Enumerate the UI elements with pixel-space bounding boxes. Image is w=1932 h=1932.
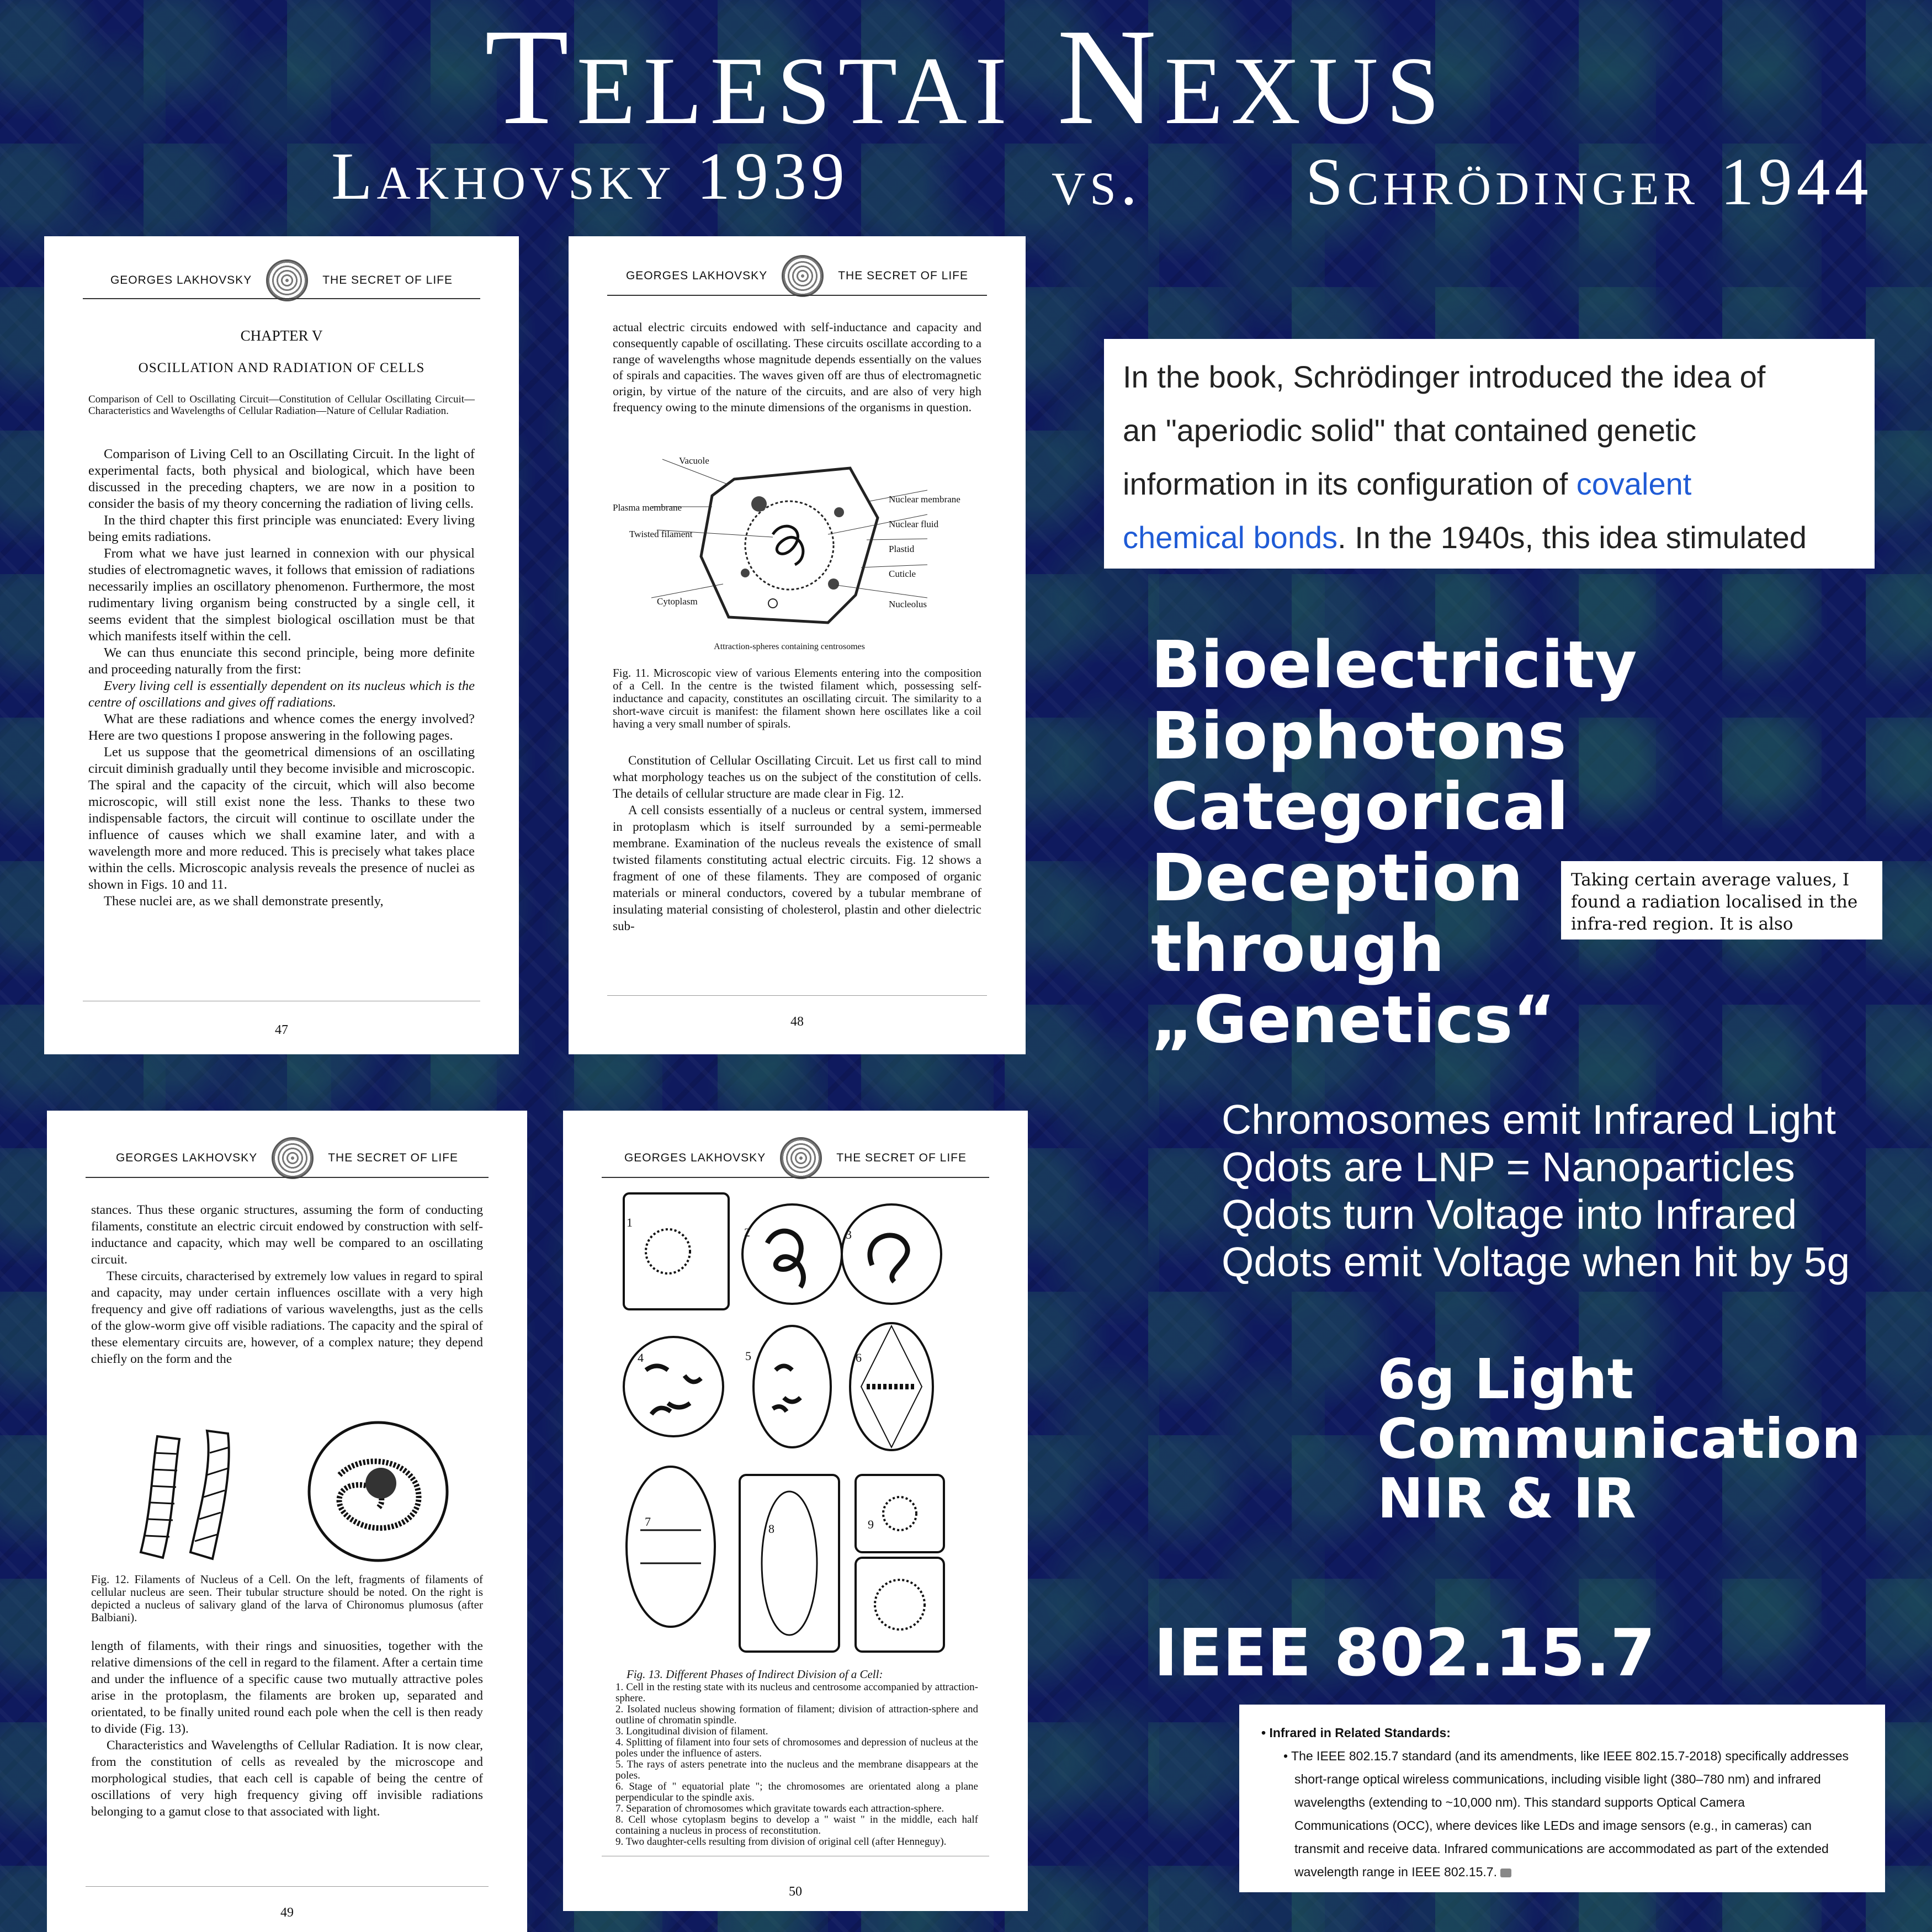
page-title: Telestai Nexus bbox=[484, 1, 1448, 153]
filaments-figure bbox=[130, 1420, 461, 1574]
chapter-number: CHAPTER V bbox=[240, 327, 323, 344]
header-rule bbox=[602, 1177, 989, 1178]
ieee-bullet-title: • Infrared in Related Standards: bbox=[1261, 1726, 1451, 1740]
fig-label: Nucleolus bbox=[889, 599, 927, 609]
page-body bbox=[613, 752, 981, 935]
page-body-top bbox=[91, 1202, 483, 1367]
page-header bbox=[569, 254, 1026, 298]
cell-number: 2 bbox=[744, 1225, 750, 1239]
caption-item: 1. Cell in the resting state with its nucleus and centrosome accompanied by attraction-sphere. bbox=[615, 1681, 978, 1704]
paragraph: From what we have just learned in connexion with our physical studies of electromagnetic waves, it follows that emission of radiations necessarily implies an oscillatory phenomenon. Furthermore, the most rudimentary living organism being constructed by a single cell, it seems evident that the simplest biological oscillation must be that which manifests itself within the cell. bbox=[88, 546, 475, 644]
ieee-info-box bbox=[1239, 1705, 1885, 1892]
caption-item: 8. Cell whose cytoplasm begins to develop a " waist " in the middle, each half containing a nucleus in process of reconstitution. bbox=[615, 1814, 978, 1837]
ieee-line: wavelength range in IEEE 802.15.7. bbox=[1283, 1860, 1863, 1883]
fig-label: Vacuole bbox=[679, 455, 709, 466]
page-header bbox=[563, 1136, 1028, 1180]
paragraph: actual electric circuits endowed with self-inductance and capacity and consequently capable of oscillating. These circuits oscillate according to a range of wavelengths whose magnitude depends essentially on the values of spirals and capacities. The waves given off are thus of electromagnetic origin, by virtue of the nature of the circuits, and are also of very high frequency owing to the minute dimensions of the organisms in question. bbox=[613, 320, 981, 414]
light-communication bbox=[1377, 1347, 1861, 1531]
subtitle-left: Lakhovsky 1939 bbox=[331, 139, 849, 214]
book-title-label: THE SECRET OF LIFE bbox=[322, 274, 453, 286]
quote-line: chemical bonds. In the 1940s, this idea stimulated bbox=[1123, 520, 1807, 555]
subtitle-vs: vs. bbox=[1052, 145, 1142, 219]
claim-item: Qdots turn Voltage into Infrared bbox=[1222, 1191, 1797, 1238]
seal-icon bbox=[266, 259, 308, 301]
paragraph: These circuits, characterised by extremely low values in regard to spiral and capacity, may under certain influences oscillate with a very high frequency and give off radiations of various wavelengths, just as the cells of the glow-worm give off visible radiations. The capacity and the spiral of these elementary circuits are, however, of a complex nature; they depend chiefly on the form and the bbox=[91, 1269, 483, 1366]
clip-line: Taking certain average values, I bbox=[1571, 870, 1850, 890]
fig-label: Plasma membrane bbox=[613, 502, 682, 513]
chapter-title: OSCILLATION AND RADIATION OF CELLS bbox=[138, 360, 425, 375]
header-rule bbox=[86, 1177, 489, 1178]
author-label: GEORGES LAKHOVSKY bbox=[625, 269, 768, 282]
caption-item: 4. Splitting of filament into four sets of chromosomes and depression of nucleus at the poles under the influence of asters. bbox=[615, 1737, 978, 1759]
fig-label: Cuticle bbox=[889, 569, 916, 579]
headline-line: Biophotons bbox=[1151, 697, 1567, 774]
covalent-link[interactable]: covalent bbox=[1576, 466, 1692, 501]
ieee-line: • The IEEE 802.15.7 standard (and its amendments, like IEEE 802.15.7-2018) specifically addresses bbox=[1283, 1749, 1849, 1763]
cell-number: 4 bbox=[638, 1351, 644, 1365]
cell-number: 8 bbox=[768, 1522, 774, 1536]
caption-item: 5. The rays of asters penetrate into the nucleus and the membrane disappears at the poles. bbox=[615, 1759, 978, 1781]
ieee-line: wavelengths (extending to ~10,000 nm). This standard supports Optical Camera bbox=[1294, 1795, 1745, 1809]
seal-icon bbox=[780, 1137, 822, 1179]
paragraph: We can thus enunciate this second principle, being more definite and proceeding naturally from the first: bbox=[88, 645, 475, 677]
clip-line: found a radiation localised in the bbox=[1571, 892, 1858, 912]
headline-line: Categorical bbox=[1151, 768, 1569, 845]
headline-line: Bioelectricity bbox=[1151, 627, 1637, 703]
headline-line: „Genetics“ bbox=[1151, 981, 1556, 1058]
subtitle-right: Schrödinger 1944 bbox=[1305, 145, 1873, 219]
ieee-line: short-range optical wireless communications, including visible light (380–780 nm) and infrared bbox=[1294, 1772, 1821, 1786]
page-number: 47 bbox=[275, 1023, 288, 1037]
light-line: NIR & IR bbox=[1377, 1466, 1636, 1531]
book-title-label: THE SECRET OF LIFE bbox=[838, 269, 969, 282]
book-title-label: THE SECRET OF LIFE bbox=[328, 1151, 459, 1164]
figure-caption: Fig. 11. Microscopic view of various Elements entering into the composition of a Cell. In the centre is the twisted filament which, possessing self-inductance and capacity, constitutes an oscillating circuit. The similarity to a short-wave circuit is manifest: the filament shown here oscillates like a coil having a very small number of spirals. bbox=[613, 666, 981, 730]
header-rule bbox=[83, 298, 480, 299]
author-label: GEORGES LAKHOVSKY bbox=[624, 1151, 766, 1164]
cell-division-figure bbox=[618, 1188, 972, 1674]
author-label: GEORGES LAKHOVSKY bbox=[115, 1151, 258, 1164]
cell-number: 1 bbox=[627, 1216, 633, 1229]
paragraph: stances. Thus these organic structures, assuming the form of conducting filaments, constitute an electric circuit endowed by construction with self-inductance and capacity, which may well be compared to an oscillating circuit. bbox=[91, 1203, 483, 1267]
ieee-line: Communications (OCC), where devices like LEDs and image sensors (e.g., in cameras) can bbox=[1294, 1818, 1812, 1833]
page-header bbox=[47, 1136, 527, 1180]
citation-icon[interactable] bbox=[1500, 1869, 1511, 1877]
claims-list bbox=[1222, 1096, 1850, 1286]
cell-number: 3 bbox=[846, 1228, 852, 1241]
caption-item: 6. Stage of " equatorial plate "; the chromosomes are orientated along a plane perpendicular to the spindle axis. bbox=[615, 1781, 978, 1803]
paragraph: These nuclei are, as we shall demonstrate presently, bbox=[104, 894, 384, 909]
footer-rule bbox=[86, 1886, 489, 1887]
author-label: GEORGES LAKHOVSKY bbox=[110, 274, 252, 286]
book-title-label: THE SECRET OF LIFE bbox=[836, 1151, 967, 1164]
cell-number: 6 bbox=[856, 1351, 862, 1365]
claim-item: Qdots emit Voltage when hit by 5g bbox=[1222, 1239, 1850, 1285]
figure-caption-list bbox=[615, 1682, 978, 1848]
claim-item: Qdots are LNP = Nanoparticles bbox=[1222, 1144, 1795, 1190]
schrodinger-quote bbox=[1104, 339, 1875, 569]
figure-caption: Fig. 12. Filaments of Nucleus of a Cell. On the left, fragments of filaments of cellular nucleus are seen. Their tubular structure should be noted. On the right is depicted a nucleus of salivary gland of the larva of Chironomus plumosus (after Balbiani). bbox=[91, 1573, 483, 1624]
book-page-47 bbox=[44, 236, 519, 1054]
book-page-49 bbox=[47, 1111, 527, 1932]
light-line: Communication bbox=[1377, 1406, 1861, 1471]
page-body-top bbox=[613, 319, 981, 415]
chapter-summary: Comparison of Cell to Oscillating Circuit—Constitution of Cellular Oscillating Circuit—Characteristics and Wavelengths of Cellular Radiation—Nature of Cellular Radiation. bbox=[88, 394, 475, 417]
paragraph: Every living cell is essentially dependent on its nucleus which is the centre of oscillations and gives off radiations. bbox=[88, 678, 475, 710]
book-page-48 bbox=[569, 236, 1026, 1054]
paragraph: length of filaments, with their rings and sinuosities, together with the relative dimensions of the cell in regard to the filament. After a certain time and under the influence of a specific cause two mutually attractive poles arise in the protoplasm, the filaments are broken up, separated and orientated, to be finally united round each pole when the cell is then ready to divide (Fig. 13). bbox=[91, 1639, 483, 1736]
page-header bbox=[44, 258, 519, 302]
paragraph: In the third chapter this first principle was enunciated: Every living being emits radiations. bbox=[88, 513, 475, 544]
cell-number: 7 bbox=[645, 1515, 651, 1528]
chemical-bonds-link[interactable]: chemical bonds bbox=[1123, 520, 1338, 555]
header-rule bbox=[607, 295, 987, 296]
ieee-line: transmit and receive data. Infrared communications are accommodated as part of the extended bbox=[1294, 1841, 1829, 1856]
page-body bbox=[91, 1638, 483, 1820]
paragraph: Comparison of Living Cell to an Oscillating Circuit. In the light of experimental facts, both physical and biological, which have been discussed in the preceding chapters, we are now in a position to consider the basis of my theory concerning the radiation of living cells. bbox=[88, 447, 475, 511]
book-page-50 bbox=[563, 1111, 1028, 1911]
paragraph: Let us suppose that the geometrical dimensions of an oscillating circuit diminish gradually until they become invisible and microscopic. The spiral and the capacity of the circuit, which will also become microscopic, will still exist none the less. Thanks to these two indispensable factors, the circuit will continue to oscillate under the influence of causes which we shall examine later, and with a wavelength more and more reduced. This is precisely what takes place within the cells. Microscopic analysis reveals the presence of nuclei as shown in Figs. 10 and 11. bbox=[88, 745, 475, 892]
headline-line: through bbox=[1151, 910, 1445, 986]
caption-item: 2. Isolated nucleus showing formation of filament; division of attraction-sphere and outline of chromatin spindle. bbox=[615, 1703, 978, 1726]
quote-line: an "aperiodic solid" that contained genetic bbox=[1123, 413, 1697, 448]
headline-line: Deception bbox=[1151, 839, 1524, 916]
figure-caption-title: Fig. 13. Different Phases of Indirect Division of a Cell: bbox=[627, 1668, 883, 1681]
clip-line: infra-red region. It is also bbox=[1571, 914, 1793, 934]
quote-line: information in its configuration of covalent bbox=[1123, 466, 1692, 501]
infrared-clipping bbox=[1561, 861, 1882, 940]
ieee-bullet-body bbox=[1261, 1744, 1863, 1883]
caption-item: 3. Longitudinal division of filament. bbox=[615, 1726, 768, 1737]
fig-label: Twisted filament bbox=[629, 529, 693, 539]
headline bbox=[1151, 627, 1637, 1058]
claim-item: Chromosomes emit Infrared Light bbox=[1222, 1096, 1836, 1143]
cell-number: 5 bbox=[745, 1349, 751, 1363]
paragraph: What are these radiations and whence comes the energy involved? Here are two questions I propose answering in the following pages. bbox=[88, 712, 475, 743]
fig-label: Nuclear membrane bbox=[889, 494, 960, 505]
page-number: 49 bbox=[280, 1906, 294, 1920]
caption-item: 9. Two daughter-cells resulting from division of original cell (after Henneguy). bbox=[615, 1836, 947, 1848]
seal-icon bbox=[782, 255, 824, 297]
caption-item: 7. Separation of chromosomes which gravitate towards each attraction-sphere. bbox=[615, 1803, 944, 1814]
fig-label: Cytoplasm bbox=[657, 596, 698, 607]
footer-rule bbox=[607, 995, 987, 996]
paragraph: Constitution of Cellular Oscillating Circuit. Let us first call to mind what morphology teaches us on the subject of the constitution of cells. The details of cellular structure are made clear in Fig. 12. bbox=[613, 753, 981, 800]
page-number: 48 bbox=[790, 1015, 804, 1029]
page-body bbox=[88, 446, 475, 910]
paragraph: A cell consists essentially of a nucleus or central system, immersed in protoplasm which is itself surrounded by a semi-permeable membrane. Examination of the nucleus reveals the existence of small twisted filaments constituting actual electric circuits. Fig. 12 shows a fragment of one of these filaments. They are composed of organic materials or mineral conductors, covered by a tubular membrane of insulating material consisting of cholesterol, plastin and other dielectric sub- bbox=[613, 803, 981, 933]
light-line: 6g Light bbox=[1377, 1347, 1634, 1411]
fig-label: Plastid bbox=[889, 544, 915, 554]
seal-icon bbox=[272, 1137, 314, 1179]
quote-line: In the book, Schrödinger introduced the idea of bbox=[1123, 359, 1766, 394]
ieee-heading: IEEE 802.15.7 bbox=[1154, 1615, 1656, 1691]
page-number: 50 bbox=[789, 1885, 802, 1899]
paragraph: Characteristics and Wavelengths of Cellular Radiation. It is now clear, from the constitution of cells as revealed by the microscope and morphological studies, that each cell is capable of being the centre of oscillations of very high frequency giving off invisible radiations belonging to a gamut close to that associated with light. bbox=[91, 1738, 483, 1819]
fig-label: Attraction-spheres containing centrosomes bbox=[714, 642, 865, 651]
cell-number: 9 bbox=[868, 1517, 874, 1531]
fig-label: Nuclear fluid bbox=[889, 519, 939, 529]
